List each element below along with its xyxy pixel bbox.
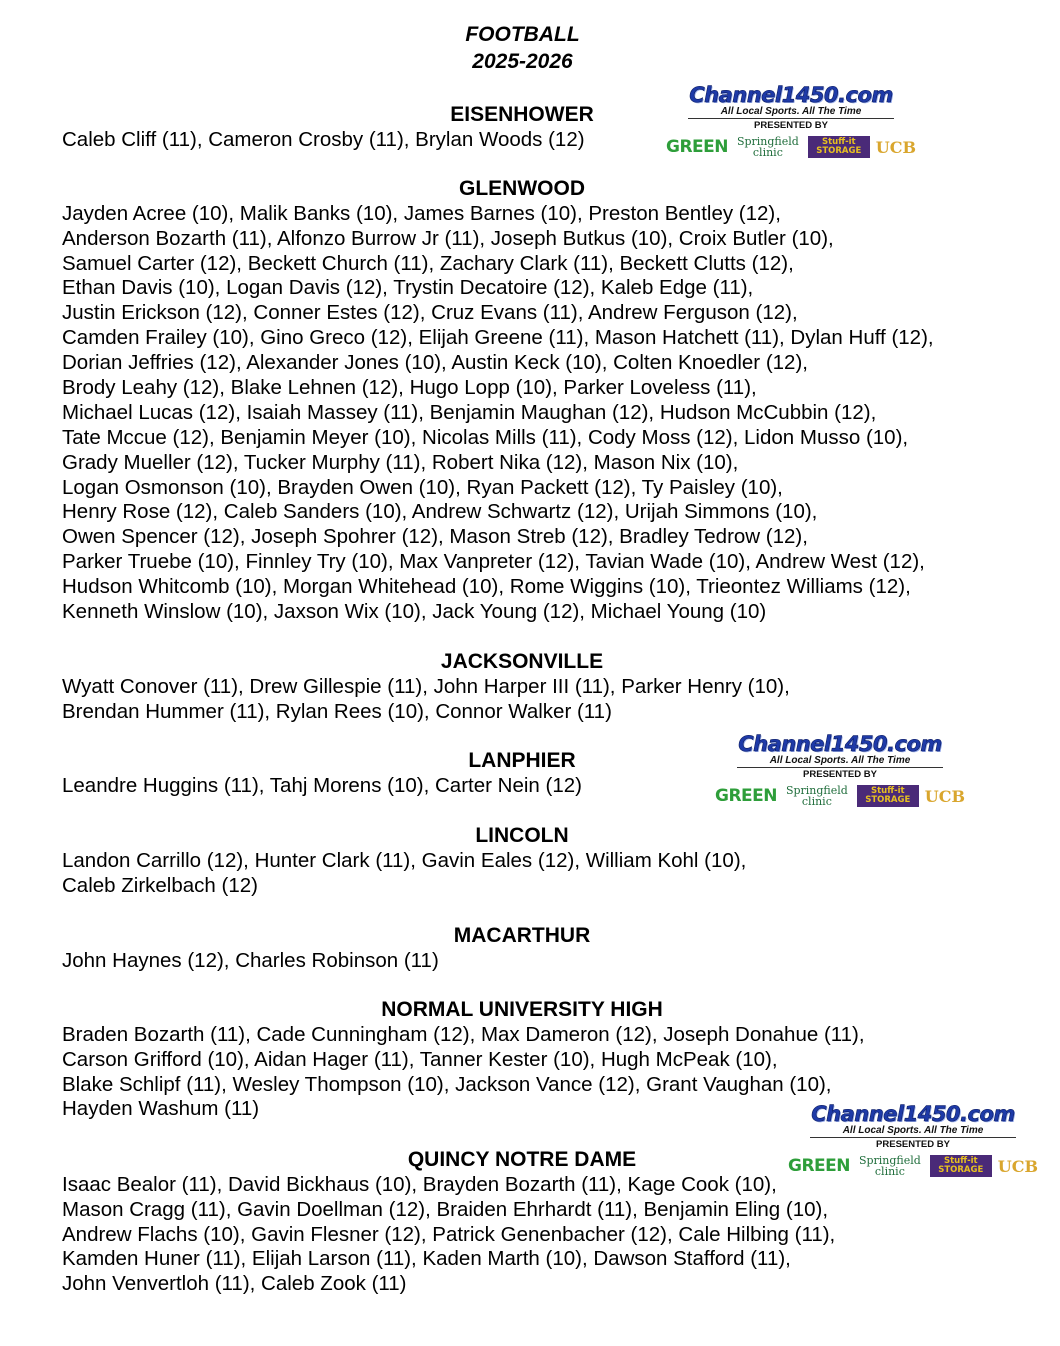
school-section-eisenhower — [62, 103, 1002, 153]
sport-title: FOOTBALL — [465, 23, 580, 46]
school-name: LINCOLN — [475, 824, 569, 847]
roster-line: Ethan Davis (10), Logan Davis (12), Trystin Decatoire (12), Kaleb Edge (11), — [62, 276, 754, 300]
roster-line: John Venvertloh (11), Caleb Zook (11) — [62, 1272, 407, 1296]
green-family-stores-logo: GREEN — [715, 786, 777, 806]
school-name: EISENHOWER — [450, 103, 594, 126]
school-name: QUINCY NOTRE DAME — [407, 1148, 637, 1171]
green-family-stores-logo: GREEN — [666, 137, 728, 157]
roster-line: Andrew Flachs (10), Gavin Flesner (12), Patrick Genenbacher (12), Cale Hilbing (11), — [62, 1222, 836, 1246]
roster-line: Wyatt Conover (11), Drew Gillespie (11), John Harper III (11), Parker Henry (10), — [62, 674, 790, 698]
roster-line: Mason Cragg (11), Gavin Doellman (12), Braiden Ehrhardt (11), Benjamin Eling (10), — [62, 1197, 829, 1221]
roster-line: Dorian Jeffries (12), Alexander Jones (10), Austin Keck (10), Colten Knoedler (12), — [62, 351, 808, 375]
roster-line: Leandre Huggins (11), Tahj Morens (10), Carter Nein (12) — [62, 773, 582, 797]
school-section-macarthur — [62, 924, 1002, 974]
roster-line: Owen Spencer (12), Joseph Spohrer (12), Mason Streb (12), Bradley Tedrow (12), — [62, 525, 808, 549]
roster-line: Isaac Bealor (11), David Bickhaus (10), Brayden Bozarth (11), Kage Cook (10), — [62, 1172, 777, 1196]
season-title: 2025-2026 — [472, 50, 573, 73]
springfield-clinic-logo: Springfield clinic — [785, 784, 848, 808]
roster-line: Tate Mccue (12), Benjamin Meyer (10), Nicolas Mills (11), Cody Moss (12), Lidon Musso (10), — [62, 425, 909, 449]
roster-line: Justin Erickson (12), Conner Estes (12), Cruz Evans (11), Andrew Ferguson (12), — [62, 301, 798, 325]
sponsor-tagline: All Local Sports. All The Time — [688, 106, 894, 119]
roster-line: John Haynes (12), Charles Robinson (11) — [62, 948, 439, 972]
roster-line: Anderson Bozarth (11), Alfonzo Burrow Jr (11), Joseph Butkus (10), Croix Butler (10), — [62, 226, 834, 250]
channel1450-logo: Channel1450.com — [689, 83, 893, 107]
school-section-quincy-notre-dame — [62, 1148, 1002, 1297]
channel1450-logo: Channel1450.com — [738, 732, 942, 756]
roster-line: Hudson Whitcomb (10), Morgan Whitehead (10), Rome Wiggins (10), Trieontez Williams (12), — [62, 575, 911, 599]
roster-line: Logan Osmonson (10), Brayden Owen (10), Ryan Packett (12), Ty Paisley (10), — [62, 475, 783, 499]
school-section-lincoln — [62, 824, 1002, 899]
roster-line: Blake Schlipf (11), Wesley Thompson (10), Jackson Vance (12), Grant Vaughan (10), — [62, 1072, 832, 1096]
school-name: MACARTHUR — [453, 924, 591, 947]
roster-line: Carson Grifford (10), Aidan Hager (11), Tanner Kester (10), Hugh McPeak (10), — [62, 1047, 778, 1071]
roster-line: Samuel Carter (12), Beckett Church (11), Zachary Clark (11), Beckett Clutts (12), — [62, 251, 794, 275]
school-section-lanphier — [62, 749, 1002, 799]
roster-line: Kenneth Winslow (10), Jaxson Wix (10), Jack Young (12), Michael Young (10) — [62, 600, 767, 624]
presented-by-label: PRESENTED BY — [876, 1139, 950, 1150]
sponsor-tagline: All Local Sports. All The Time — [737, 755, 943, 768]
stuff-it-storage-logo: Stuff-it STORAGE — [857, 785, 919, 807]
ucb-logo: UCB — [875, 137, 916, 157]
roster-line: Brendan Hummer (11), Rylan Rees (10), Connor Walker (11) — [62, 699, 612, 723]
roster-line: Landon Carrillo (12), Hunter Clark (11), Gavin Eales (12), William Kohl (10), — [62, 848, 747, 872]
roster-line: Henry Rose (12), Caleb Sanders (10), Andrew Schwartz (12), Urijah Simmons (10), — [62, 500, 818, 524]
roster-line: Camden Frailey (10), Gino Greco (12), Elijah Greene (11), Mason Hatchett (11), Dylan Huff (12), — [62, 326, 934, 350]
stuff-it-storage-logo: Stuff-it STORAGE — [930, 1155, 992, 1177]
stuff-it-storage-logo: Stuff-it STORAGE — [808, 136, 870, 158]
school-name: NORMAL UNIVERSITY HIGH — [381, 998, 663, 1021]
roster-line: Michael Lucas (12), Isaiah Massey (11), Benjamin Maughan (12), Hudson McCubbin (12), — [62, 400, 877, 424]
sponsor-tagline: All Local Sports. All The Time — [810, 1125, 1016, 1138]
roster-line: Jayden Acree (10), Malik Banks (10), James Barnes (10), Preston Bentley (12), — [62, 201, 781, 225]
springfield-clinic-logo: Springfield clinic — [858, 1154, 921, 1178]
roster-line: Caleb Zirkelbach (12) — [62, 873, 258, 897]
roster-line: Caleb Cliff (11), Cameron Crosby (11), Brylan Woods (12) — [62, 127, 585, 151]
school-section-jacksonville — [62, 650, 1002, 725]
school-name: JACKSONVILLE — [440, 650, 604, 673]
ucb-logo: UCB — [924, 786, 965, 806]
springfield-clinic-logo: Springfield clinic — [736, 135, 799, 159]
roster-line: Kamden Huner (11), Elijah Larson (11), Kaden Marth (10), Dawson Stafford (11), — [62, 1247, 791, 1271]
roster-line: Grady Mueller (12), Tucker Murphy (11), Robert Nika (12), Mason Nix (10), — [62, 450, 739, 474]
channel1450-logo: Channel1450.com — [811, 1102, 1015, 1126]
school-section-glenwood — [62, 177, 1002, 625]
roster-line: Brody Leahy (12), Blake Lehnen (12), Hugo Lopp (10), Parker Loveless (11), — [62, 376, 757, 400]
school-name: GLENWOOD — [459, 177, 585, 200]
school-section-normal-university-high — [62, 998, 1002, 1122]
roster-line: Braden Bozarth (11), Cade Cunningham (12), Max Dameron (12), Joseph Donahue (11), — [62, 1022, 865, 1046]
school-name: LANPHIER — [468, 749, 576, 772]
presented-by-label: PRESENTED BY — [803, 769, 877, 780]
presented-by-label: PRESENTED BY — [754, 120, 828, 131]
roster-line: Hayden Washum (11) — [62, 1097, 260, 1121]
roster-line: Parker Truebe (10), Finnley Try (10), Max Vanpreter (12), Tavian Wade (10), Andrew West (12), — [62, 550, 925, 574]
ucb-logo: UCB — [997, 1156, 1038, 1176]
green-family-stores-logo: GREEN — [788, 1156, 850, 1176]
